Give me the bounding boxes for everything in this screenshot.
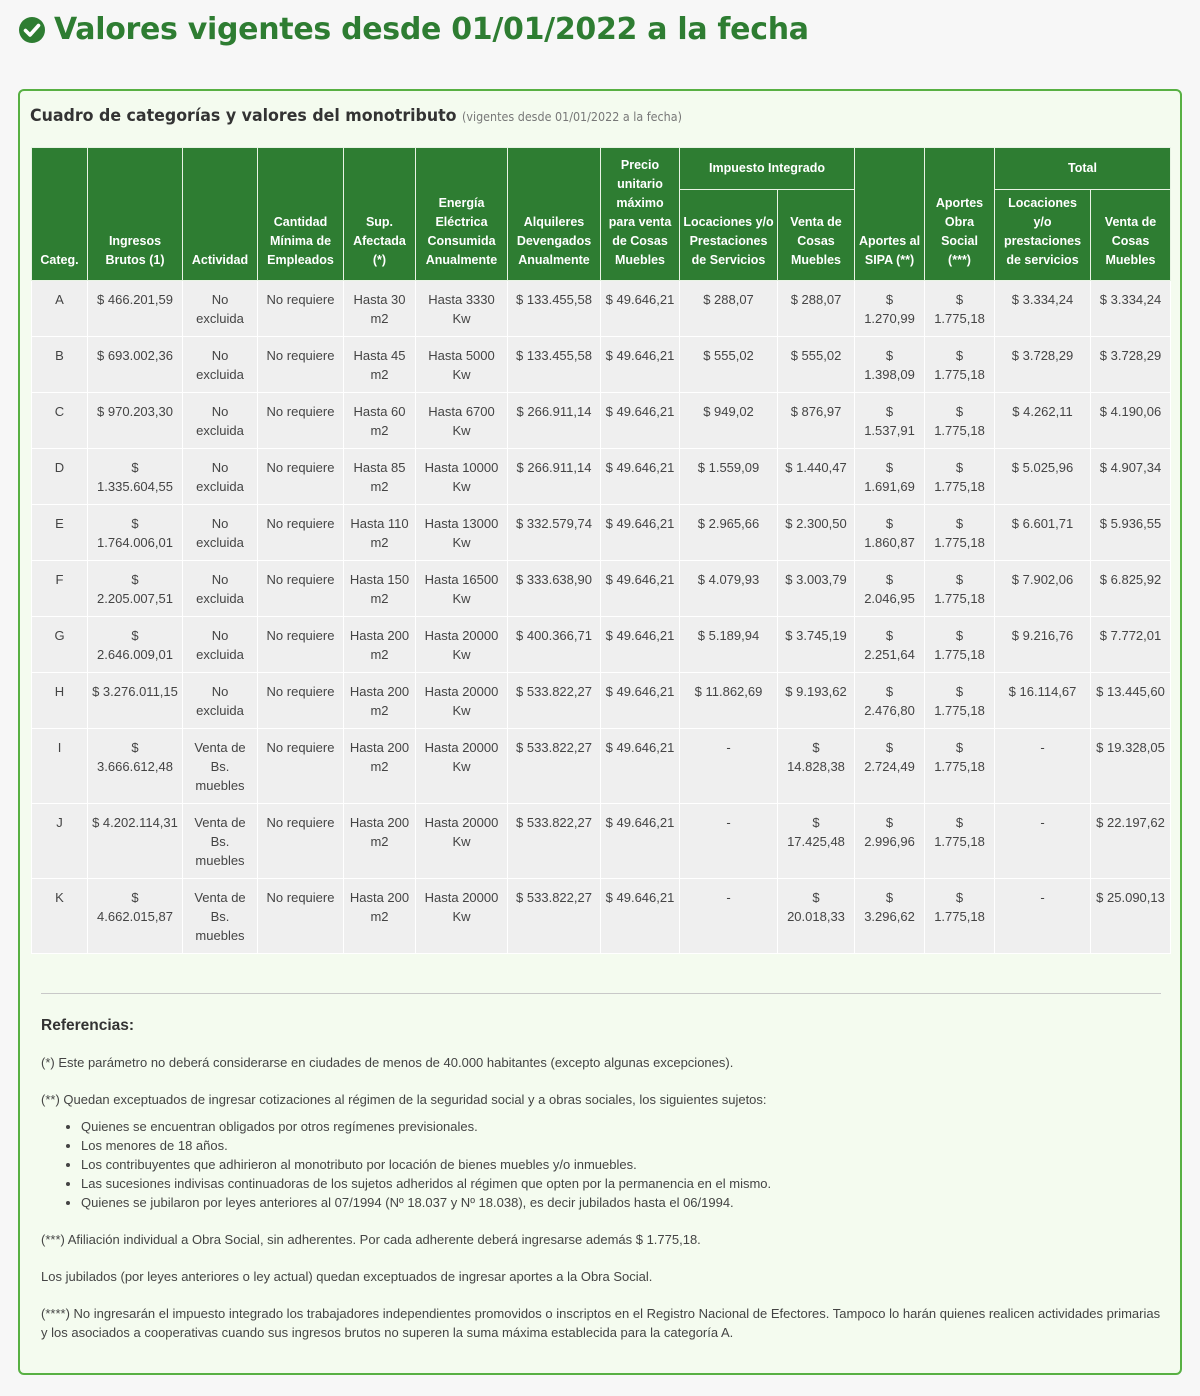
cell-precio: $ 49.646,21 [601, 393, 680, 449]
cell-alquileres: $ 133.455,58 [508, 337, 601, 393]
list-item: • Los menores de 18 años. [81, 1136, 1161, 1155]
cell-precio: $ 49.646,21 [601, 729, 680, 804]
cell-total-venta: $ 3.334,24 [1091, 281, 1171, 337]
cell-total-locaciones: $ 5.025,96 [995, 449, 1091, 505]
cell-impuesto-locaciones: - [680, 729, 778, 804]
cell-superficie: Hasta 150 m2 [344, 561, 416, 617]
cell-impuesto-venta: $ 3.003,79 [778, 561, 855, 617]
header-total-group: Total [995, 148, 1171, 190]
cell-sipa: $ 1.398,09 [855, 337, 925, 393]
reference-note-2: (**) Quedan exceptuados de ingresar cotizaciones al régimen de la seguridad social y a obras sociales, los siguientes sujetos: [41, 1092, 767, 1107]
cell-total-venta: $ 3.728,29 [1091, 337, 1171, 393]
cell-actividad: Venta de Bs. muebles [183, 804, 258, 879]
cell-obra-social: $ 1.775,18 [925, 729, 995, 804]
references-title: Referencias: [41, 1017, 135, 1034]
cell-ingresos: $ 693.002,36 [88, 337, 183, 393]
cell-categoria: I [32, 729, 88, 804]
page-title [18, 12, 809, 47]
cell-ingresos: $ 2.646.009,01 [88, 617, 183, 673]
cell-energia: Hasta 20000 Kw [416, 804, 508, 879]
cell-precio: $ 49.646,21 [601, 281, 680, 337]
cell-total-venta: $ 6.825,92 [1091, 561, 1171, 617]
table-row [32, 617, 1171, 673]
header-categ: Categ. [32, 148, 88, 281]
cell-total-locaciones: $ 4.262,11 [995, 393, 1091, 449]
cell-ingresos: $ 4.662.015,87 [88, 879, 183, 954]
reference-note-2-list [41, 1117, 1161, 1212]
cell-sipa: $ 1.860,87 [855, 505, 925, 561]
table-row [32, 729, 1171, 804]
cell-empleados: No requiere [258, 617, 344, 673]
cell-obra-social: $ 1.775,18 [925, 804, 995, 879]
header-superficie: Sup. Afectada (*) [344, 148, 416, 281]
cell-total-locaciones: $ 9.216,76 [995, 617, 1091, 673]
cell-superficie: Hasta 200 m2 [344, 879, 416, 954]
cell-ingresos: $ 3.276.011,15 [88, 673, 183, 729]
cell-actividad: No excluida [183, 337, 258, 393]
cell-alquileres: $ 400.366,71 [508, 617, 601, 673]
cell-total-venta: $ 19.328,05 [1091, 729, 1171, 804]
cell-categoria: A [32, 281, 88, 337]
table-row [32, 505, 1171, 561]
header-tot-venta: Venta de Cosas Muebles [1091, 190, 1171, 281]
cell-ingresos: $ 1.335.604,55 [88, 449, 183, 505]
cell-energia: Hasta 20000 Kw [416, 673, 508, 729]
cell-sipa: $ 2.251,64 [855, 617, 925, 673]
cell-sipa: $ 2.724,49 [855, 729, 925, 804]
reference-note-1: (*) Este parámetro no deberá considerarse en ciudades de menos de 40.000 habitantes (excepto algunas excepciones). [41, 1055, 734, 1070]
cell-empleados: No requiere [258, 281, 344, 337]
cell-sipa: $ 2.476,80 [855, 673, 925, 729]
cell-alquileres: $ 266.911,14 [508, 393, 601, 449]
cell-impuesto-locaciones: $ 2.965,66 [680, 505, 778, 561]
cell-energia: Hasta 16500 Kw [416, 561, 508, 617]
cell-obra-social: $ 1.775,18 [925, 561, 995, 617]
table-row [32, 393, 1171, 449]
cell-empleados: No requiere [258, 879, 344, 954]
cell-total-venta: $ 22.197,62 [1091, 804, 1171, 879]
header-energia: Energía Eléctrica Consumida Anualmente [416, 148, 508, 281]
reference-note-3: (***) Afiliación individual a Obra Social, sin adherentes. Por cada adherente deberá ingresarse además $ 1.775,18. [41, 1232, 701, 1247]
cell-impuesto-locaciones: $ 11.862,69 [680, 673, 778, 729]
cell-categoria: E [32, 505, 88, 561]
table-row [32, 673, 1171, 729]
cell-impuesto-locaciones: $ 1.559,09 [680, 449, 778, 505]
cell-categoria: F [32, 561, 88, 617]
cell-energia: Hasta 6700 Kw [416, 393, 508, 449]
cell-sipa: $ 2.996,96 [855, 804, 925, 879]
cell-superficie: Hasta 60 m2 [344, 393, 416, 449]
cell-impuesto-locaciones: $ 555,02 [680, 337, 778, 393]
cell-impuesto-venta: $ 3.745,19 [778, 617, 855, 673]
cell-total-locaciones: $ 3.334,24 [995, 281, 1091, 337]
cell-superficie: Hasta 30 m2 [344, 281, 416, 337]
cell-total-locaciones: $ 16.114,67 [995, 673, 1091, 729]
cell-total-locaciones: - [995, 804, 1091, 879]
cell-ingresos: $ 3.666.612,48 [88, 729, 183, 804]
panel-caption-sub: (vigentes desde 01/01/2022 a la fecha) [462, 110, 682, 124]
cell-ingresos: $ 970.203,30 [88, 393, 183, 449]
header-tot-locaciones: Locaciones y/o prestaciones de servicios [995, 190, 1091, 281]
cell-alquileres: $ 266.911,14 [508, 449, 601, 505]
cell-categoria: B [32, 337, 88, 393]
cell-superficie: Hasta 45 m2 [344, 337, 416, 393]
cell-obra-social: $ 1.775,18 [925, 617, 995, 673]
cell-actividad: No excluida [183, 561, 258, 617]
cell-total-locaciones: $ 3.728,29 [995, 337, 1091, 393]
cell-empleados: No requiere [258, 673, 344, 729]
cell-impuesto-venta: $ 14.828,38 [778, 729, 855, 804]
cell-total-venta: $ 25.090,13 [1091, 879, 1171, 954]
table-row [32, 281, 1171, 337]
cell-actividad: No excluida [183, 617, 258, 673]
table-row [32, 337, 1171, 393]
cell-impuesto-venta: $ 17.425,48 [778, 804, 855, 879]
table-body [32, 281, 1171, 954]
cell-alquileres: $ 533.822,27 [508, 804, 601, 879]
cell-categoria: K [32, 879, 88, 954]
cell-total-locaciones: $ 6.601,71 [995, 505, 1091, 561]
divider [41, 993, 1161, 994]
cell-alquileres: $ 533.822,27 [508, 673, 601, 729]
cell-empleados: No requiere [258, 804, 344, 879]
table-row [32, 804, 1171, 879]
panel-caption [30, 106, 682, 126]
cell-precio: $ 49.646,21 [601, 804, 680, 879]
cell-alquileres: $ 533.822,27 [508, 729, 601, 804]
table-row [32, 561, 1171, 617]
cell-precio: $ 49.646,21 [601, 449, 680, 505]
cell-ingresos: $ 1.764.006,01 [88, 505, 183, 561]
cell-sipa: $ 1.270,99 [855, 281, 925, 337]
cell-categoria: D [32, 449, 88, 505]
cell-impuesto-venta: $ 1.440,47 [778, 449, 855, 505]
cell-impuesto-venta: $ 876,97 [778, 393, 855, 449]
cell-sipa: $ 1.691,69 [855, 449, 925, 505]
cell-alquileres: $ 133.455,58 [508, 281, 601, 337]
cell-empleados: No requiere [258, 505, 344, 561]
cell-alquileres: $ 533.822,27 [508, 879, 601, 954]
cell-alquileres: $ 333.638,90 [508, 561, 601, 617]
header-obra-social: Aportes Obra Social (***) [925, 148, 995, 281]
cell-ingresos: $ 466.201,59 [88, 281, 183, 337]
cell-empleados: No requiere [258, 729, 344, 804]
cell-total-venta: $ 4.190,06 [1091, 393, 1171, 449]
cell-empleados: No requiere [258, 337, 344, 393]
cell-total-venta: $ 7.772,01 [1091, 617, 1171, 673]
cell-energia: Hasta 20000 Kw [416, 617, 508, 673]
monotributo-panel [18, 89, 1182, 1375]
cell-impuesto-venta: $ 2.300,50 [778, 505, 855, 561]
cell-total-venta: $ 5.936,55 [1091, 505, 1171, 561]
cell-impuesto-locaciones: $ 949,02 [680, 393, 778, 449]
cell-precio: $ 49.646,21 [601, 337, 680, 393]
cell-actividad: No excluida [183, 505, 258, 561]
cell-total-locaciones: $ 7.902,06 [995, 561, 1091, 617]
panel-caption-main: Cuadro de categorías y valores del monotributo [30, 106, 457, 126]
categories-table [31, 147, 1171, 954]
cell-energia: Hasta 20000 Kw [416, 879, 508, 954]
cell-categoria: J [32, 804, 88, 879]
cell-energia: Hasta 10000 Kw [416, 449, 508, 505]
list-item: • Quienes se jubilaron por leyes anteriores al 07/1994 (Nº 18.037 y Nº 18.038), es decir jubilados hasta el 06/1994. [81, 1193, 1161, 1212]
header-imp-venta: Venta de Cosas Muebles [778, 190, 855, 281]
cell-actividad: No excluida [183, 673, 258, 729]
cell-precio: $ 49.646,21 [601, 617, 680, 673]
cell-categoria: H [32, 673, 88, 729]
cell-total-venta: $ 13.445,60 [1091, 673, 1171, 729]
list-item: • Los contribuyentes que adhirieron al monotributo por locación de bienes muebles y/o inmuebles. [81, 1155, 1161, 1174]
cell-superficie: Hasta 110 m2 [344, 505, 416, 561]
cell-total-venta: $ 4.907,34 [1091, 449, 1171, 505]
cell-impuesto-locaciones: - [680, 804, 778, 879]
cell-ingresos: $ 4.202.114,31 [88, 804, 183, 879]
cell-total-locaciones: - [995, 879, 1091, 954]
cell-alquileres: $ 332.579,74 [508, 505, 601, 561]
cell-energia: Hasta 20000 Kw [416, 729, 508, 804]
cell-actividad: No excluida [183, 393, 258, 449]
cell-obra-social: $ 1.775,18 [925, 505, 995, 561]
cell-impuesto-venta: $ 9.193,62 [778, 673, 855, 729]
cell-actividad: Venta de Bs. muebles [183, 879, 258, 954]
cell-sipa: $ 3.296,62 [855, 879, 925, 954]
cell-superficie: Hasta 200 m2 [344, 729, 416, 804]
list-item: • Quienes se encuentran obligados por otros regímenes previsionales. [81, 1117, 1161, 1136]
cell-obra-social: $ 1.775,18 [925, 673, 995, 729]
cell-categoria: C [32, 393, 88, 449]
cell-precio: $ 49.646,21 [601, 673, 680, 729]
header-alquileres: Alquileres Devengados Anualmente [508, 148, 601, 281]
cell-impuesto-venta: $ 20.018,33 [778, 879, 855, 954]
cell-superficie: Hasta 200 m2 [344, 617, 416, 673]
cell-obra-social: $ 1.775,18 [925, 879, 995, 954]
cell-actividad: No excluida [183, 281, 258, 337]
cell-categoria: G [32, 617, 88, 673]
header-sipa: Aportes al SIPA (**) [855, 148, 925, 281]
reference-note-4: Los jubilados (por leyes anteriores o ley actual) quedan exceptuados de ingresar aportes a la Obra Social. [41, 1269, 653, 1284]
cell-actividad: No excluida [183, 449, 258, 505]
cell-empleados: No requiere [258, 449, 344, 505]
check-circle-icon [18, 16, 46, 44]
cell-actividad: Venta de Bs. muebles [183, 729, 258, 804]
cell-empleados: No requiere [258, 561, 344, 617]
cell-precio: $ 49.646,21 [601, 561, 680, 617]
page-title-text: Valores vigentes desde 01/01/2022 a la fecha [54, 12, 809, 47]
cell-impuesto-locaciones: $ 4.079,93 [680, 561, 778, 617]
references [41, 1017, 1161, 1360]
cell-empleados: No requiere [258, 393, 344, 449]
table-row [32, 449, 1171, 505]
header-impuesto-group: Impuesto Integrado [680, 148, 855, 190]
cell-sipa: $ 1.537,91 [855, 393, 925, 449]
cell-impuesto-locaciones: $ 288,07 [680, 281, 778, 337]
header-imp-locaciones: Locaciones y/o Prestaciones de Servicios [680, 190, 778, 281]
cell-obra-social: $ 1.775,18 [925, 393, 995, 449]
cell-superficie: Hasta 200 m2 [344, 673, 416, 729]
reference-note-5: (****) No ingresarán el impuesto integrado los trabajadores independientes promovidos o inscriptos en el Registro Nacional de Efectores. Tampoco lo harán quienes realicen actividades primarias y los asociados a cooperativas cuando sus ingresos brutos no superen la suma máxima establecida para la categoría A. [41, 1306, 1161, 1340]
cell-obra-social: $ 1.775,18 [925, 281, 995, 337]
list-item: • Las sucesiones indivisas continuadoras de los sujetos adheridos al régimen que opten por la permanencia en el mismo. [81, 1174, 1161, 1193]
table-row [32, 879, 1171, 954]
cell-energia: Hasta 3330 Kw [416, 281, 508, 337]
header-empleados: Cantidad Mínima de Empleados [258, 148, 344, 281]
cell-precio: $ 49.646,21 [601, 879, 680, 954]
cell-energia: Hasta 5000 Kw [416, 337, 508, 393]
cell-total-locaciones: - [995, 729, 1091, 804]
header-actividad: Actividad [183, 148, 258, 281]
cell-impuesto-locaciones: - [680, 879, 778, 954]
cell-impuesto-venta: $ 555,02 [778, 337, 855, 393]
cell-obra-social: $ 1.775,18 [925, 449, 995, 505]
cell-superficie: Hasta 85 m2 [344, 449, 416, 505]
cell-obra-social: $ 1.775,18 [925, 337, 995, 393]
table-header-row [32, 148, 1171, 190]
header-precio: Precio unitario máximo para venta de Cosas Muebles [601, 148, 680, 281]
header-ingresos: Ingresos Brutos (1) [88, 148, 183, 281]
cell-impuesto-venta: $ 288,07 [778, 281, 855, 337]
cell-precio: $ 49.646,21 [601, 505, 680, 561]
cell-ingresos: $ 2.205.007,51 [88, 561, 183, 617]
cell-superficie: Hasta 200 m2 [344, 804, 416, 879]
cell-energia: Hasta 13000 Kw [416, 505, 508, 561]
cell-sipa: $ 2.046,95 [855, 561, 925, 617]
cell-impuesto-locaciones: $ 5.189,94 [680, 617, 778, 673]
